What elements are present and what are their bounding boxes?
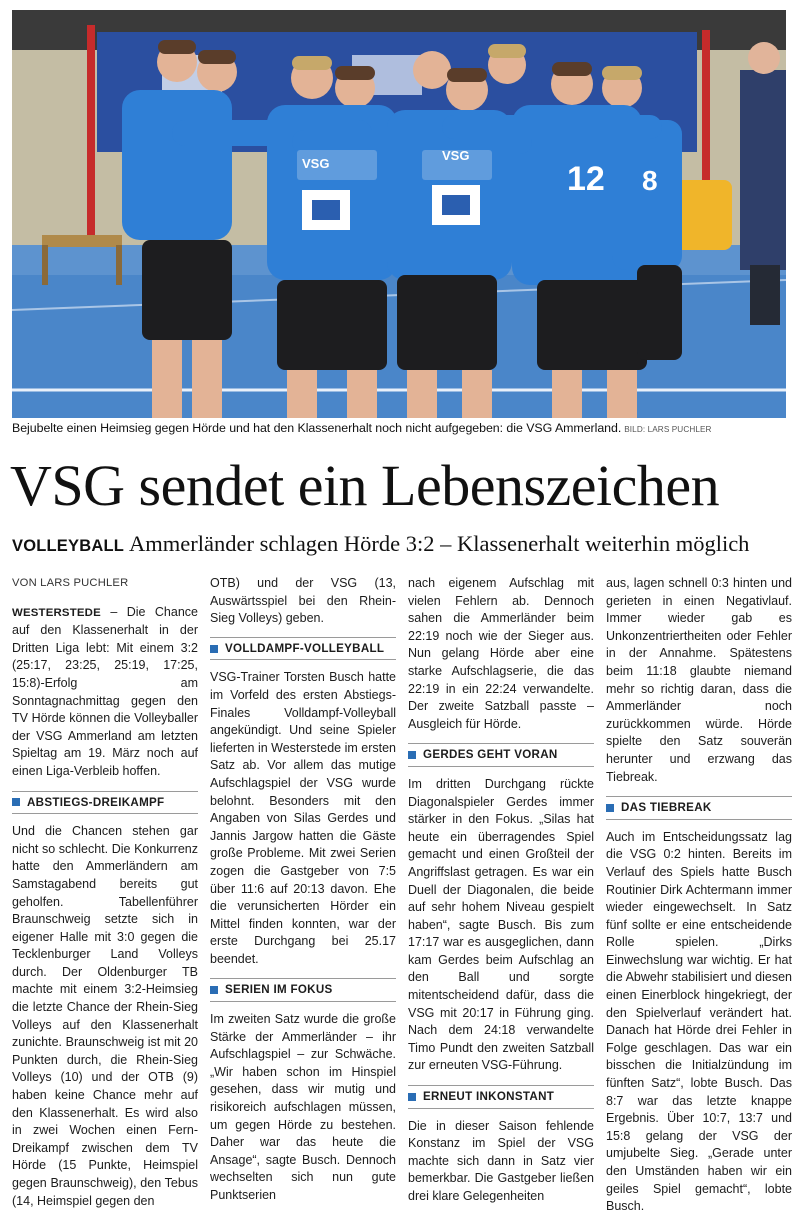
paragraph: aus, lagen schnell 0:3 hinten und gerieten in einen Negativlauf. Immer wieder gab es Unkonzentriertheiten oder Fehler in der Annahme. Spätestens beim 11:18 glaubte niemand mehr so richtig daran, dass die Ammerländer noch zurückkommen würde. Hörde spielte den Satz souverän herunter und erzwang das Tiebreak.	[606, 576, 792, 784]
article-column-4	[606, 575, 792, 1216]
paragraph: Auch im Entscheidungssatz lag die VSG 0:2 hinten. Bereits im Verlauf des Spiels hatte Busch Routinier Dirk Achtermann immer wieder eingewechselt. In Satz fünf sollte er eine entscheidende Rolle spielen. „Dirks Einwechslung war wichtig. Er hat die Abwehr stabilisiert und diesen einen Einerblock hingekriegt, der den Spielverlauf verändert hat. Danach hat Hörde drei Fehler in Folge geschlagen. Das war ein bisschen die Initialzündung im fünften Satz“, lobte Busch. Das 8:7 war das letzte knappe Ergebnis. Über 10:7, 13:7 und 15:8 gelang der VSG der umjubelte Sieg. „Gerade unter den Umständen haben wir ein geiles Spiel gemacht“, lobte Busch.	[606, 829, 792, 1214]
section-square-icon	[606, 804, 614, 812]
section-square-icon	[12, 798, 20, 806]
caption-text: Bejubelte einen Heimsieg gegen Hörde und hat den Klassenerhalt noch nicht aufgegeben: die VSG Ammerland.	[12, 421, 622, 435]
paragraph: Im zweiten Satz wurde die große Stärke der Ammerländer – ihr Aufschlagspiel – zur Schwäche. „Wir haben schon im Hinspiel gesehen, dass wir mutig und risikoreich aufschlagen müssen, um gegen Hörde zu bestehen. Daher war das heute die Ansage“, sagte Busch. Dennoch wechselten sich nun gute Punktserien	[210, 1012, 396, 1202]
svg-text:VSG: VSG	[302, 156, 330, 171]
intro-paragraph	[12, 604, 198, 781]
section-heading	[210, 637, 396, 661]
svg-text:8: 8	[642, 165, 658, 196]
article-column-3	[408, 575, 594, 1206]
svg-text:12: 12	[567, 160, 605, 198]
paragraph: nach eigenem Aufschlag mit vielen Fehlern ab. Dennoch sahen die Ammerländer beim 22:19 noch wie der Sieger aus. Nun gelang Hörde aber eine starke Aufschlagserie, die das 22:19 in ein 22:24 verwandelte. Der zweite Satzball passte – Ausgleich für Hörde.	[408, 576, 594, 731]
dateline: WESTERSTEDE	[12, 606, 101, 619]
kicker: VOLLEYBALL	[12, 537, 124, 555]
paragraph: VSG-Trainer Torsten Busch hatte im Vorfeld des ersten Abstiegs-Finales Volldampf-Volleyball angekündigt. Und seine Spieler lieferten in Westerstede im ersten Satz ab. Vor allem das mutige Aufschlagspiel der VSG wurde belohnt. Besonders mit den Angaben von Silas Gerdes und Jannis Jargow hatten die Gäste große Probleme. Mit zwei Serien zogen die Gastgeber von 7:5 über 11:6 auf 20:13 davon. Ehe die verunsicherten Hörder ein Mittel finden konnten, war der erste Durchgang bei 25.17 beendet.	[210, 670, 396, 966]
section-heading	[408, 743, 594, 767]
section-square-icon	[408, 751, 416, 759]
section-title: ABSTIEGS-DREIKAMPF	[27, 795, 165, 809]
section-title: VOLLDAMPF-VOLLEYBALL	[225, 641, 385, 655]
section-heading	[12, 791, 198, 815]
section-heading	[210, 978, 396, 1002]
paragraph: Die in dieser Saison fehlende Konstanz im Spiel der VSG machte sich dann in Satz vier bemerkbar. Die Gastgeber ließen drei klare Gelegenheiten	[408, 1118, 594, 1203]
team-celebration-photo	[12, 10, 786, 418]
photo-credit: BILD: LARS PUCHLER	[624, 425, 712, 434]
svg-text:VSG: VSG	[442, 148, 470, 163]
paragraph: Und die Chancen stehen gar nicht so schlecht. Die Konkurrenz hatte den Ammerländern am Samstagabend bereits gut geholfen. Tabellenführer Braunschweig setzte sich in eigener Halle mit 3:0 gegen die Tecklenburger Land Volleys durch. Der Oldenburger TB machte mit einem 3:2-Heimsieg die letzte Chance der Rhein-Sieg Volleys auf den Klassenerhalt zunichte. Braunschweig ist mit 20 Punkten durch, die Rhein-Sieg Volleys (10) und der OTB (9) haben keine Chance mehr auf den Klassenerhalt. Es wird also in zwei Wochen einen Fern-Dreikampf zwischen dem TV Hörde (15 Punkte, Heimspiel gegen Braunschweig), den Tebus (14, Heimspiel gegen den	[12, 824, 198, 1208]
byline: VON LARS PUCHLER	[12, 577, 129, 589]
section-square-icon	[210, 986, 218, 994]
section-title: DAS TIEBREAK	[621, 801, 712, 815]
section-title: GERDES GEHT VORAN	[423, 748, 558, 762]
section-title: SERIEN IM FOKUS	[225, 983, 333, 997]
section-square-icon	[210, 645, 218, 653]
intro-text: – Die Chance auf den Klassenerhalt in der Dritten Liga lebt: Mit einem 3:2 (25:17, 23:25, 25:19, 17:25, 15:8)-Erfolg am Sonntagnachmittag gegen den TV Hörde können die Volleyballer der VSG Ammerland am letzten Spieltag am 19. März noch auf einen Liga-Verbleib hoffen.	[12, 604, 198, 778]
article-column-2	[210, 575, 396, 1205]
subline-text: Ammerländer schlagen Hörde 3:2 – Klassenerhalt weiterhin möglich	[129, 531, 750, 556]
section-heading	[408, 1085, 594, 1109]
headline: VSG sendet ein Lebenszeichen	[10, 453, 720, 518]
paragraph: OTB) und der VSG (13, Auswärtsspiel bei den Rhein-Sieg Volleys) geben.	[210, 576, 396, 626]
section-heading	[606, 796, 792, 820]
photo-caption	[12, 421, 788, 435]
section-square-icon	[408, 1093, 416, 1101]
paragraph: Im dritten Durchgang rückte Diagonalspieler Gerdes immer stärker in den Fokus. „Silas hat heute ein überragendes Spiel gemacht und einen Großteil der Angriffslast getragen. Es war ein Duell der Diagonalen, die beide auf sehr hohem Niveau gespielt haben“, sagte Busch. Bis zum 17:17 war es ausgeglichen, dann kam Gerdes beim Aufschlag an den Ball und sorgte mitentscheidend dafür, dass die VSG mit 20:17 in Führung ging. Nach dem 24:18 verwandelte Timo Pundt den zweiten Satzball zur erneuten VSG-Führung.	[408, 776, 594, 1073]
subheadline	[12, 531, 792, 557]
article-column-1	[12, 575, 198, 1210]
section-title: ERNEUT INKONSTANT	[423, 1090, 555, 1104]
